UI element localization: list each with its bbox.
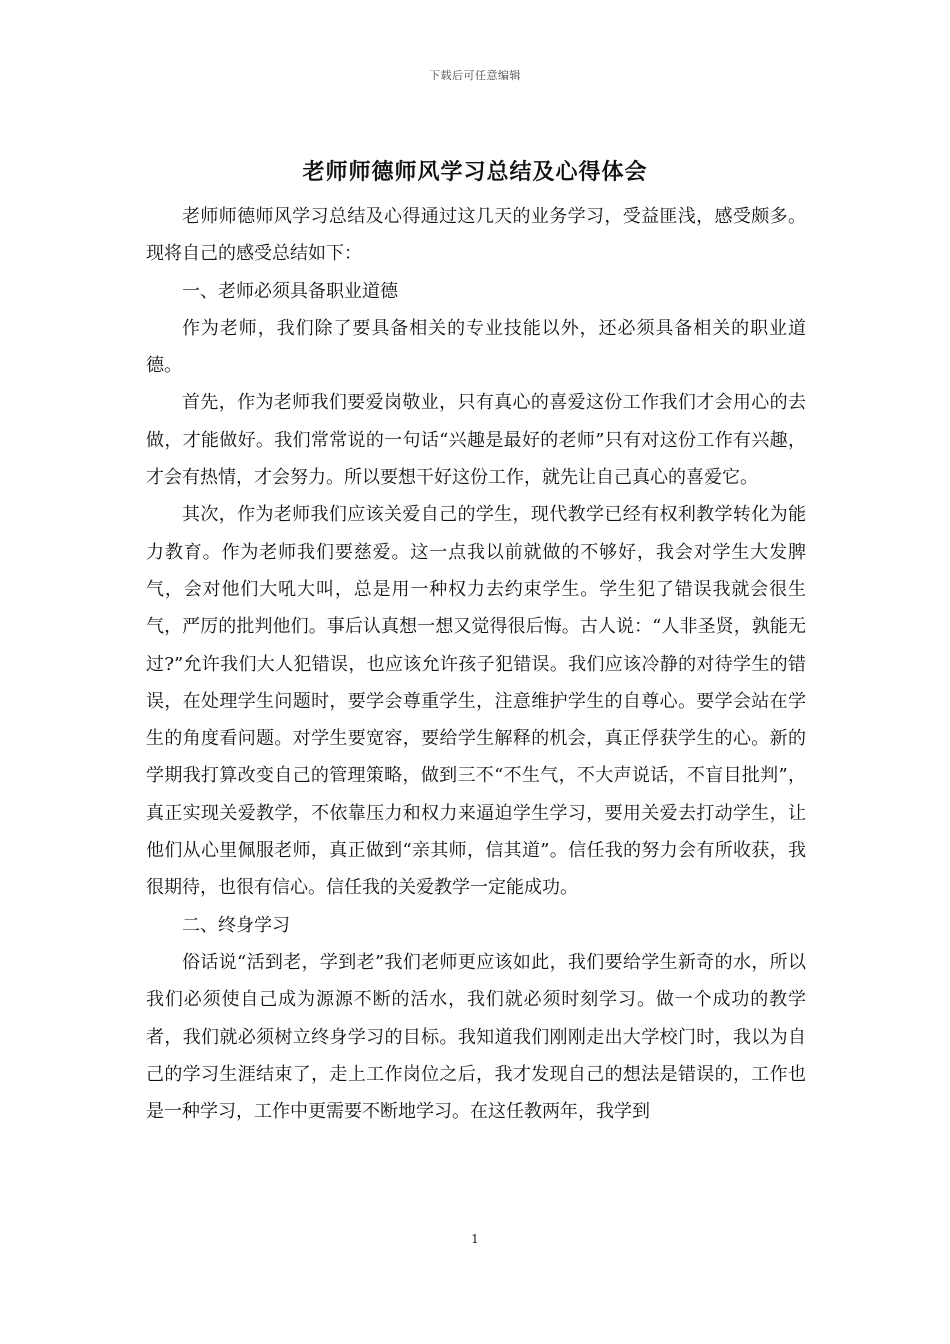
- paragraph: 俗话说“活到老，学到老”我们老师更应该如此，我们要给学生新奇的水，所以我们必须使自己成为源源不断的活水，我们就必须时刻学习。做一个成功的教学者，我们就必须树立终身学习的目标。我知道我们刚刚走出大学校门时，我以为自己的学习生涯结束了，走上工作岗位之后，我才发现自己的想法是错误的，工作也是一种学习，工作中更需要不断地学习。在这任教两年，我学到: [146, 951, 806, 1123]
- document-title: 老师师德师风学习总结及心得体会: [302, 159, 648, 185]
- section-heading-ethics: 一、老师必须具备职业道德: [182, 280, 398, 302]
- header-note: 下载后可任意编辑: [429, 69, 521, 82]
- document-body: [146, 198, 806, 1130]
- paragraph: 其次，作为老师我们应该关爱自己的学生，现代教学已经有权利教学转化为能力教育。作为老师我们要慈爱。这一点我以前就做的不够好，我会对学生大发脾气，会对他们大吼大叫，总是用一种权力去约束学生。学生犯了错误我就会很生气，严厉的批判他们。事后认真想一想又觉得很后悔。古人说：“人非圣贤，孰能无过?”允许我们大人犯错误，也应该允许孩子犯错误。我们应该冷静的对待学生的错误，在处理学生问题时，要学会尊重学生，注意维护学生的自尊心。要学会站在学生的角度看问题。对学生要宽容，要给学生解释的机会，真正俘获学生的心。新的学期我打算改变自己的管理策略，做到三不“不生气，不大声说话，不盲目批判”，真正实现关爱教学，不依靠压力和权力来逼迫学生学习，要用关爱去打动学生，让他们从心里佩服老师，真正做到“亲其师，信其道”。信任我的努力会有所收获，我很期待，也很有信心。信任我的关爱教学一定能成功。: [146, 504, 806, 899]
- page-number: 1: [471, 1232, 479, 1246]
- paragraph-intro: 老师师德师风学习总结及心得通过这几天的业务学习，受益匪浅，感受颇多。现将自己的感受总结如下：: [146, 206, 806, 265]
- paragraph: 作为老师，我们除了要具备相关的专业技能以外，还必须具备相关的职业道德。: [146, 317, 806, 377]
- paragraph: 首先，作为老师我们要爱岗敬业，只有真心的喜爱这份工作我们才会用心的去做，才能做好。我们常常说的一句话“兴趣是最好的老师”只有对这份工作有兴趣，才会有热情，才会努力。所以要想干好这份工作，就先让自己真心的喜爱它。: [146, 392, 806, 489]
- section-heading-lifelong-learning: 二、终身学习: [182, 914, 290, 936]
